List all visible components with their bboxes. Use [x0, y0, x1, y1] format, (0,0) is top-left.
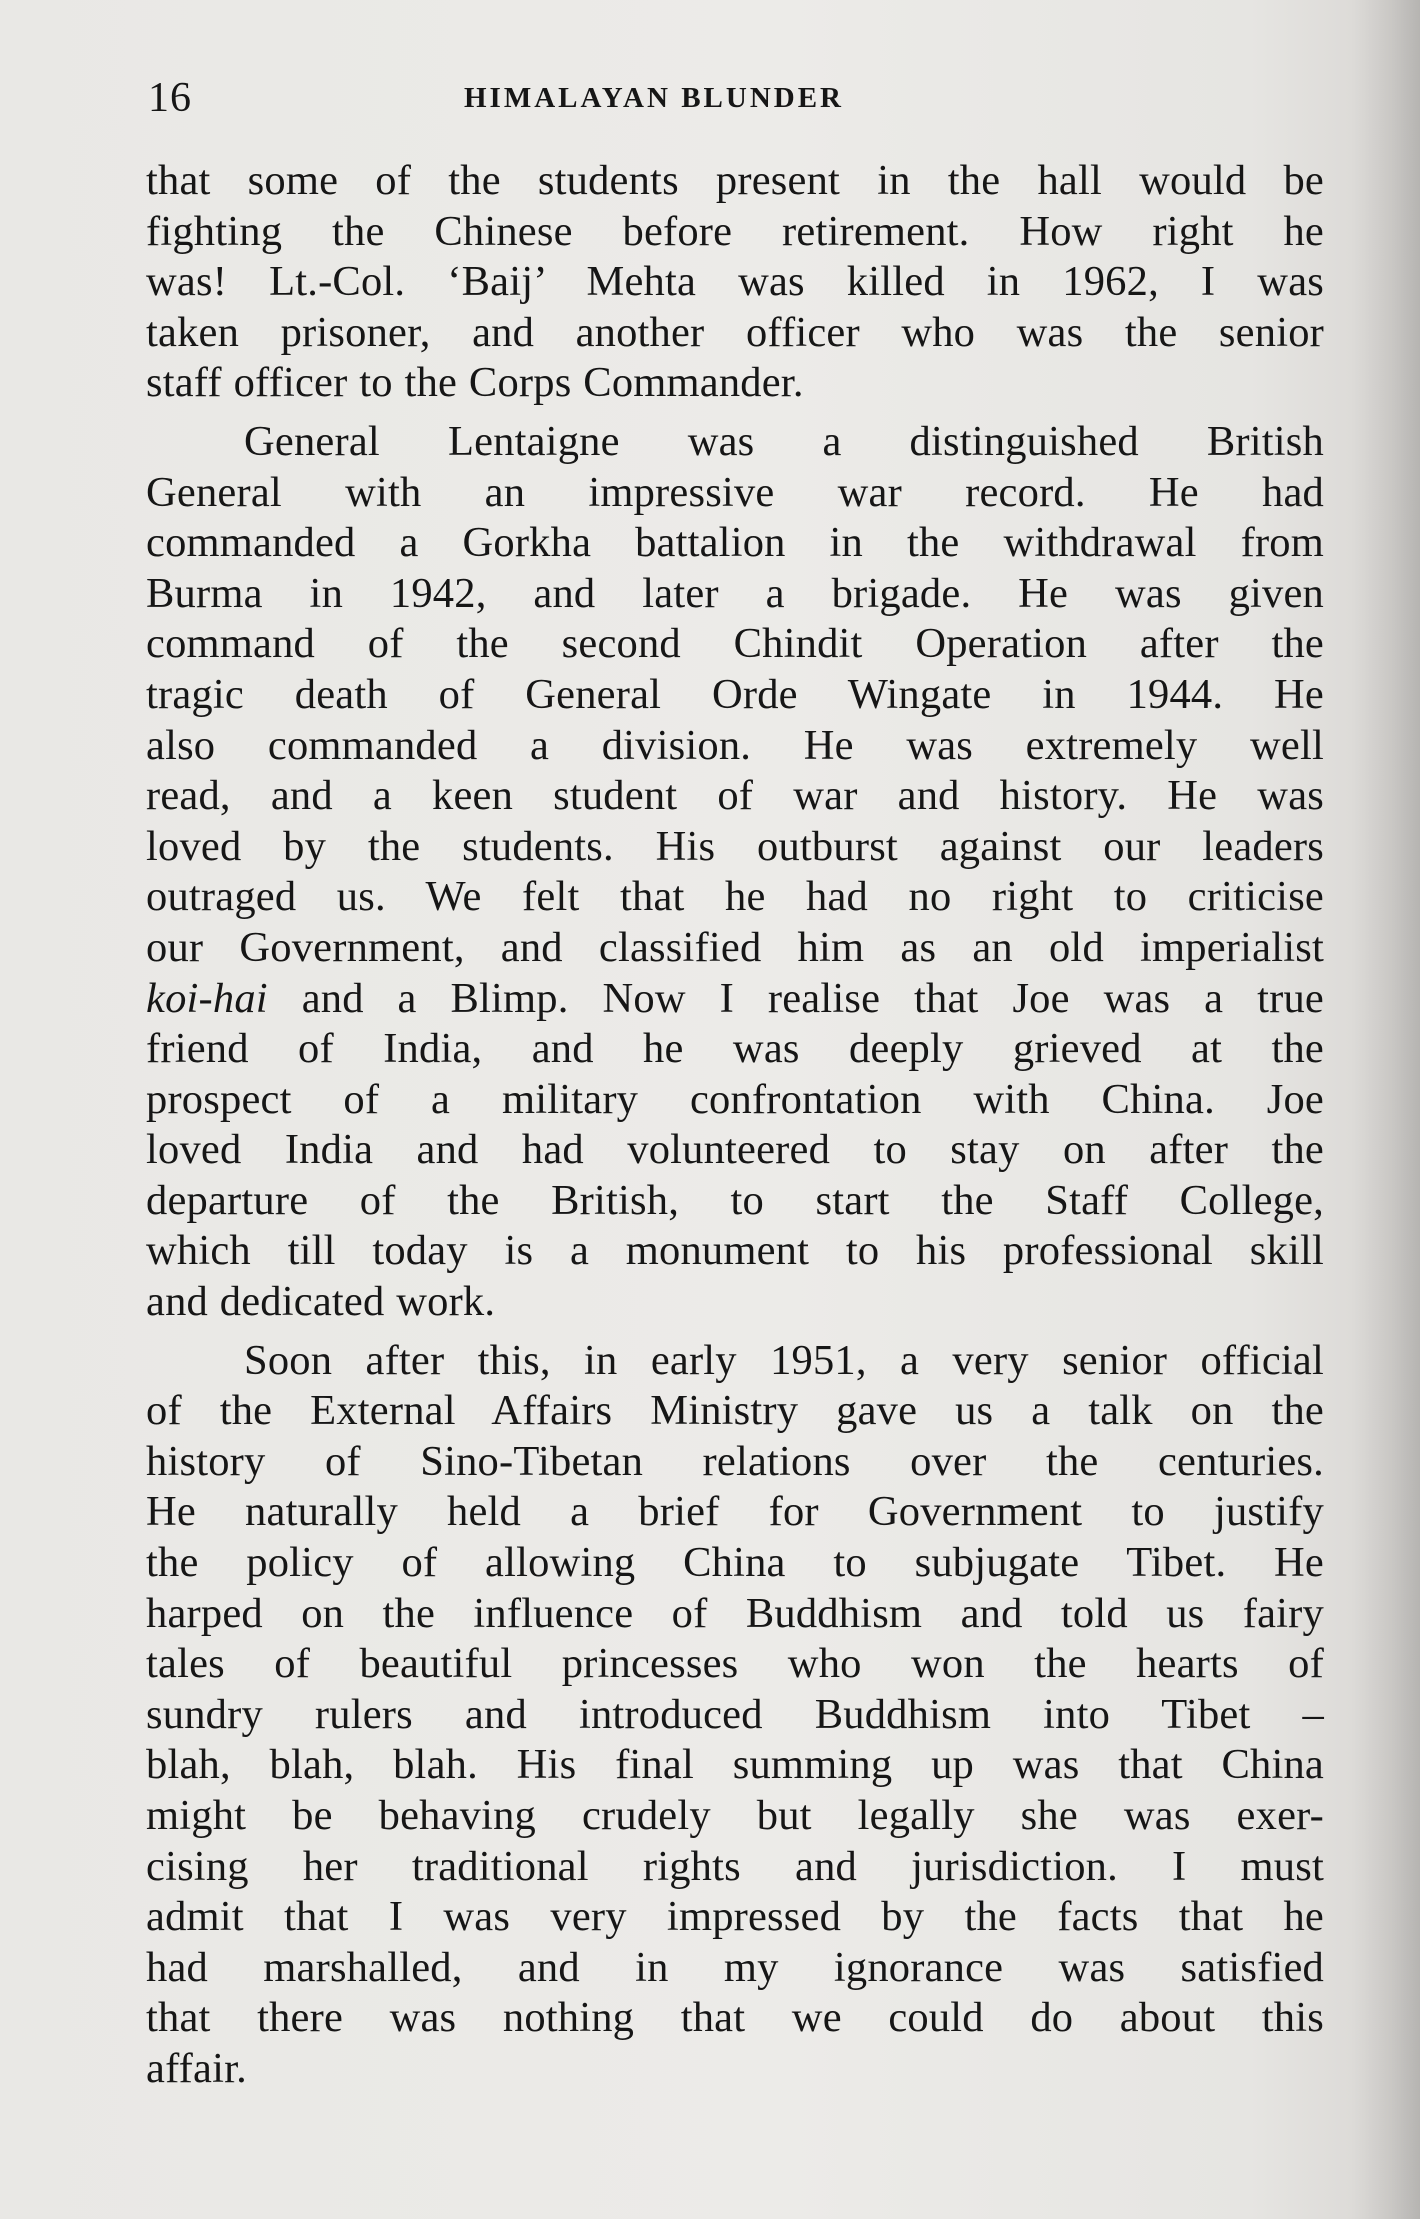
page-header — [148, 68, 1328, 128]
text-line: prospect of a military confrontation with China. Joe — [146, 1075, 1324, 1123]
text-line: blah, blah, blah. His final summing up was that China — [146, 1741, 1324, 1789]
text-line — [146, 974, 1324, 1025]
page-gutter-shadow — [1350, 0, 1420, 2219]
text-line: harped on the influence of Buddhism and told us fairy — [146, 1589, 1324, 1637]
paragraph — [146, 417, 1324, 1328]
text-line — [146, 1336, 1324, 1387]
italic-term: koi-hai — [146, 974, 268, 1022]
text-line: departure of the British, to start the Staff College, — [146, 1176, 1324, 1224]
text-line: loved by the students. His outburst against our leaders — [146, 822, 1324, 870]
text-line: friend of India, and he was deeply grieved at the — [146, 1025, 1324, 1073]
paragraph — [146, 156, 1324, 409]
text-line: was! Lt.-Col. ‘Baij’ Mehta was killed in 1962, I was — [146, 258, 1324, 306]
text-line: also commanded a division. He was extremely well — [146, 721, 1324, 769]
text-line: loved India and had volunteered to stay on after the — [146, 1126, 1324, 1174]
text-line: the policy of allowing China to subjugate Tibet. He — [146, 1539, 1324, 1587]
text-line: fighting the Chinese before retirement. How right he — [146, 207, 1324, 255]
text-line: commanded a Gorkha battalion in the withdrawal from — [146, 519, 1324, 567]
text-line: of the External Affairs Ministry gave us a talk on the — [146, 1387, 1324, 1435]
text-line: command of the second Chindit Operation after the — [146, 620, 1324, 668]
page-number: 16 — [148, 75, 192, 121]
text-line: tales of beautiful princesses who won the hearts of — [146, 1640, 1324, 1688]
running-head: HIMALAYAN BLUNDER — [464, 82, 844, 114]
text-line: taken prisoner, and another officer who was the senior — [146, 308, 1324, 356]
text-line: history of Sino-Tibetan relations over the centuries. — [146, 1437, 1324, 1485]
text-line: Burma in 1942, and later a brigade. He was given — [146, 569, 1324, 617]
text-line: and dedicated work. — [146, 1278, 496, 1326]
text-line: staff officer to the Corps Commander. — [146, 359, 804, 407]
body-text — [146, 156, 1324, 2095]
text-line: read, and a keen student of war and history. He was — [146, 772, 1324, 820]
text-line: might be behaving crudely but legally she was exer- — [146, 1792, 1324, 1839]
text-line: sundry rulers and introduced Buddhism into Tibet – — [146, 1690, 1324, 1738]
text-line — [146, 417, 1324, 468]
text-line-content: Soon after this, in early 1951, a very senior official — [244, 1336, 1324, 1384]
text-line: cising her traditional rights and jurisdiction. I must — [146, 1842, 1324, 1890]
text-line: tragic death of General Orde Wingate in 1944. He — [146, 670, 1324, 718]
text-line: General with an impressive war record. He had — [146, 468, 1324, 516]
text-line-content: and a Blimp. Now I realise that Joe was a true — [301, 974, 1324, 1022]
text-line: our Government, and classified him as an old imperialist — [146, 923, 1324, 971]
text-line: He naturally held a brief for Government to justify — [146, 1488, 1324, 1536]
text-line: affair. — [146, 2044, 247, 2092]
text-line: that there was nothing that we could do about this — [146, 1994, 1324, 2042]
text-line: that some of the students present in the hall would be — [146, 157, 1324, 204]
text-line: outraged us. We felt that he had no right to criticise — [146, 873, 1324, 921]
paragraph — [146, 1336, 1324, 2095]
text-line: had marshalled, and in my ignorance was satisfied — [146, 1943, 1324, 1991]
text-line: which till today is a monument to his professional skill — [146, 1227, 1324, 1275]
text-line: admit that I was very impressed by the facts that he — [146, 1893, 1324, 1941]
text-line-content: General Lentaigne was a distinguished British — [244, 417, 1324, 465]
